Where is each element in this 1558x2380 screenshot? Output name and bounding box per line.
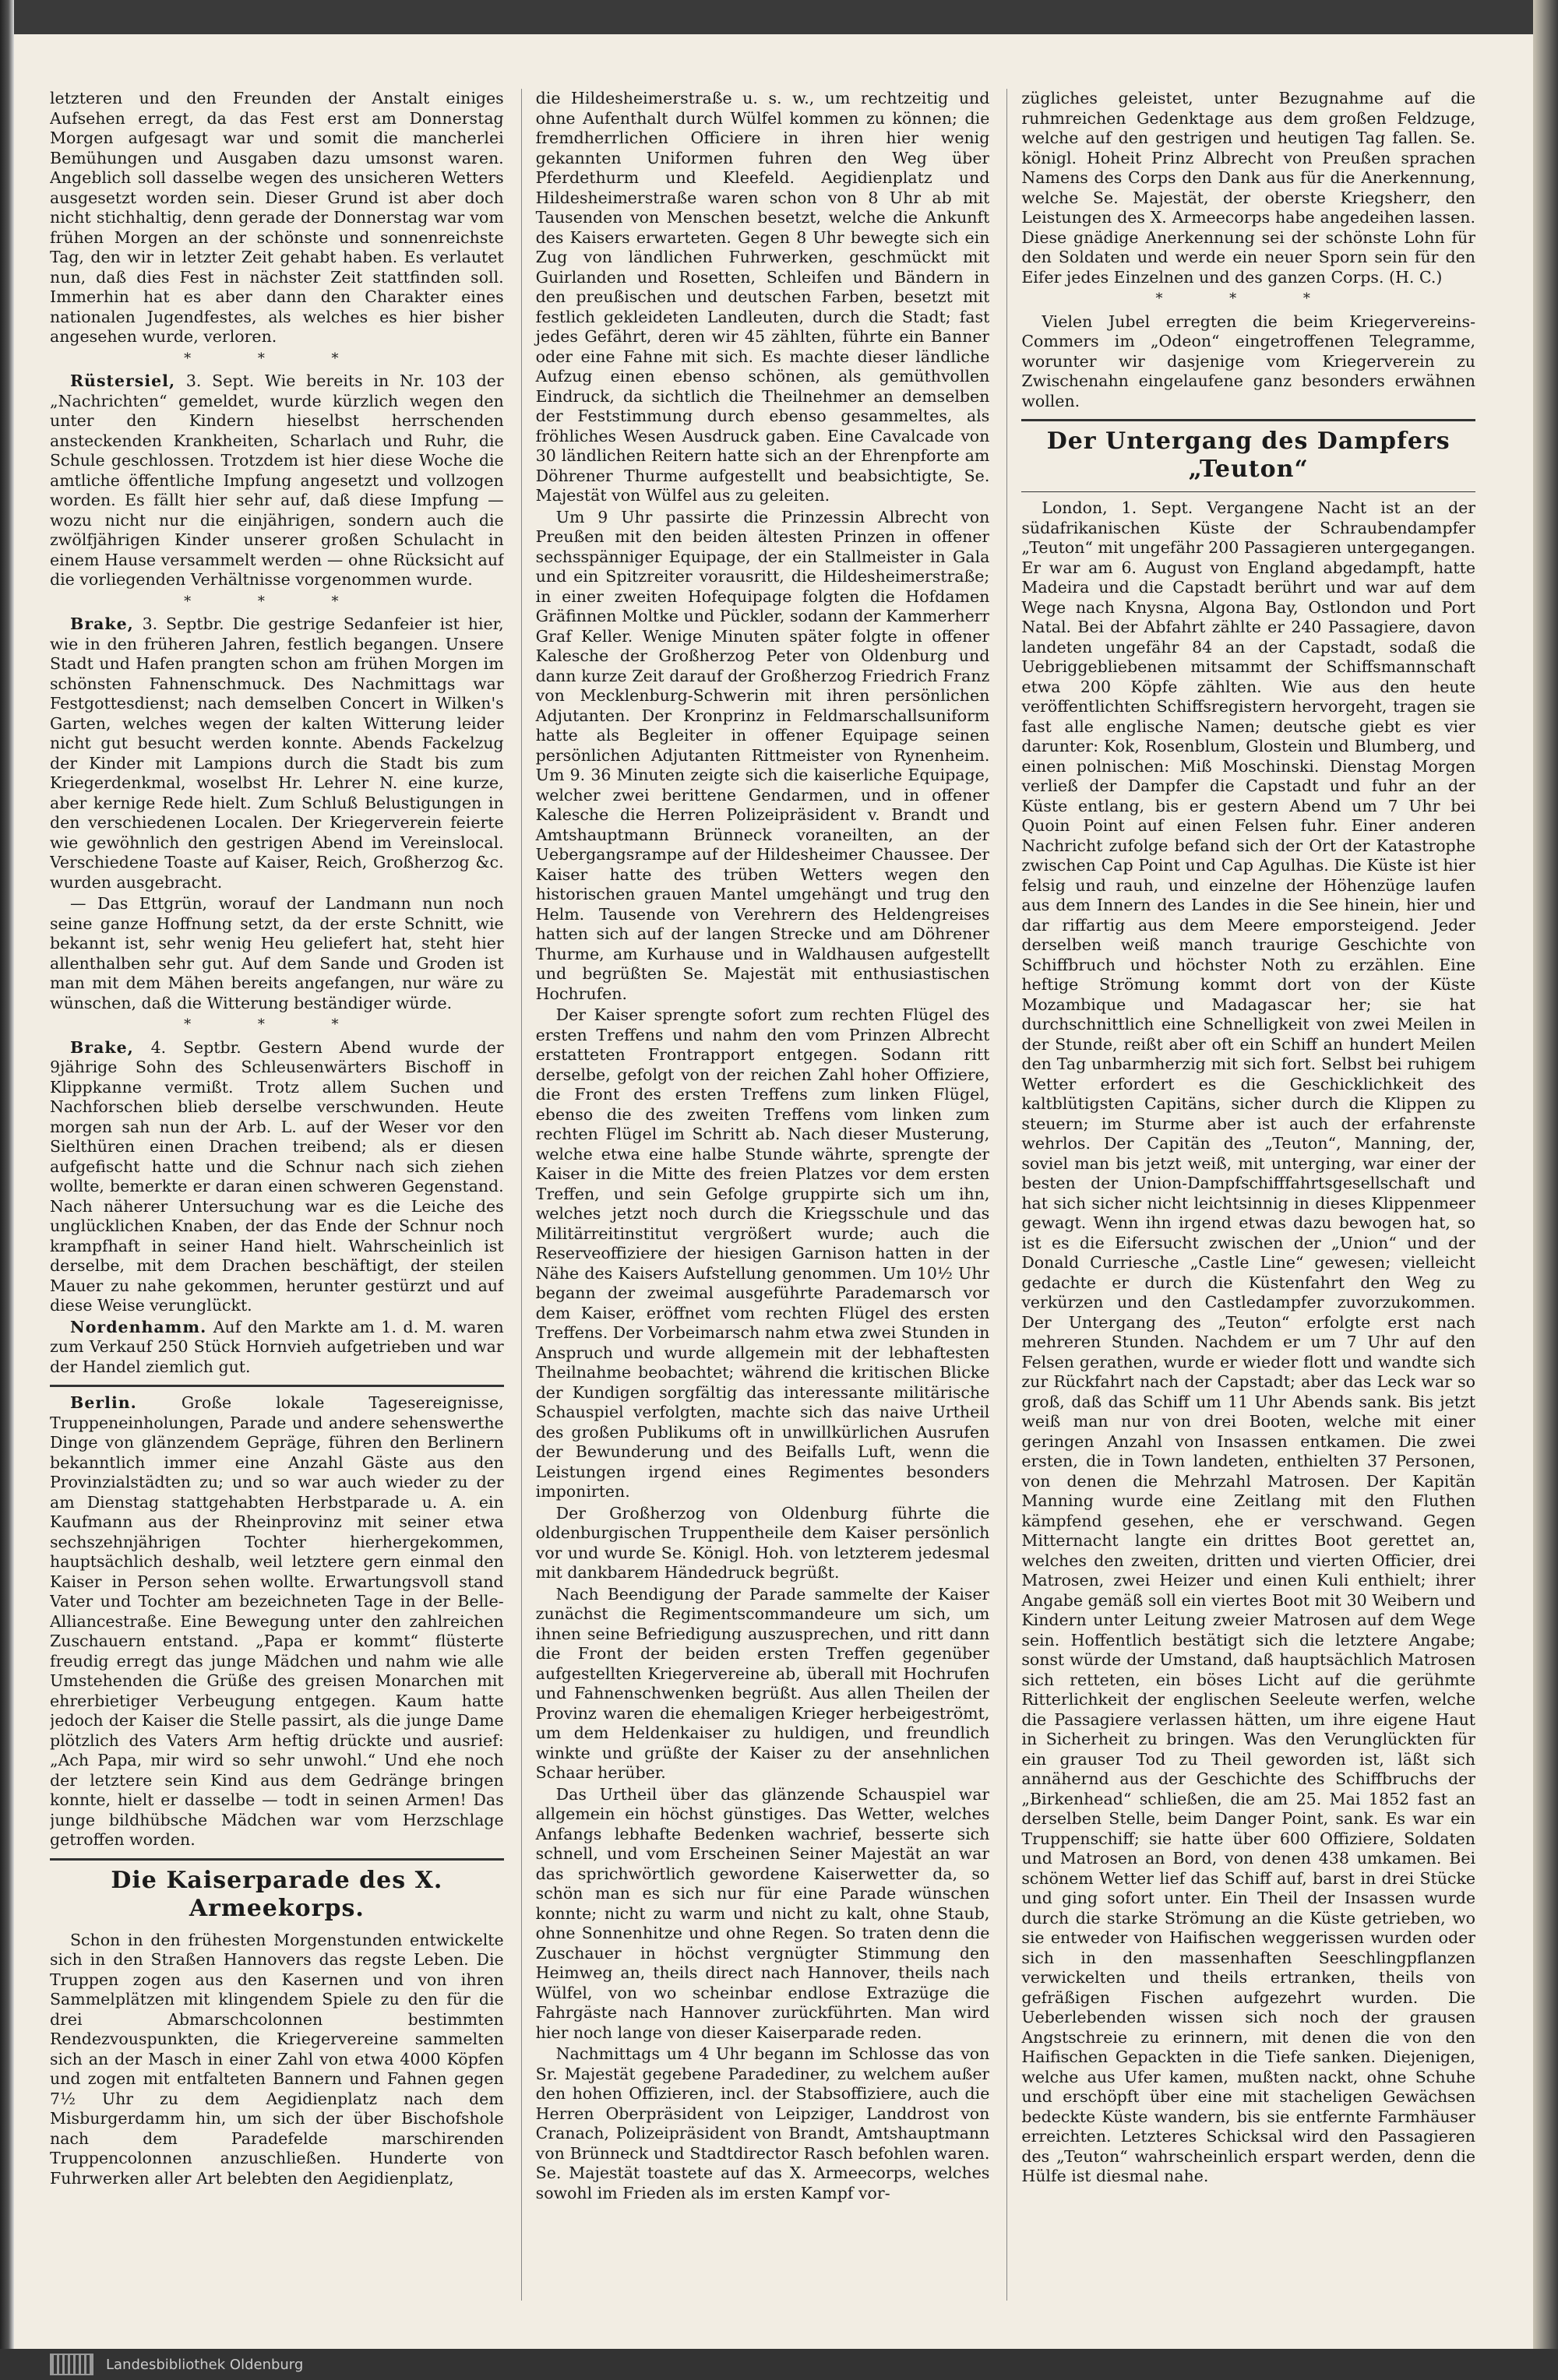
headline-kaiserparade: Die Kaiserparade des X. Armeekorps.	[111, 1866, 443, 1922]
dateline-place: Nordenhamm.	[70, 1317, 207, 1336]
article-berlin	[50, 1393, 504, 1850]
article-brake-ettgruen: — Das Ettgrün, worauf der Landmann nun noch seine ganze Hoffnung setzt, da der erste Schnitt, wie bekannt ist, sehr wenig Heu geliefert hat, steht hier allenthalben sehr gut. Auf dem Sande und Groden ist man mit dem Mähen bereits angefangen, nur wäre zu wünschen, daß die Witterung beständiger würde.	[50, 894, 504, 1012]
headline-teuton	[1021, 428, 1475, 484]
kaiserparade-paragraph: Das Urtheil über das glänzende Schauspiel war allgemein ein höchst günstiges. Das Wetter, welches Anfangs lebhafte Bedenken wachrief, besserte sich schnell, und vom Erscheinen Seiner Majestät an war das sprichwörtlich gewordene Kaiserwetter da, so schön man es sich nur für eine Parade wünschen konnte; nicht zu warm und nicht zu kalt, ohne Staub, ohne Sonnenhitze und ohne Regen. So traten denn die Zuschauer in höchst vergnügter Stimmung den Heimweg an, theils direct nach Hannover, theils nach Wülfel, von wo scheinbar endlose Extrazüge die Fahrgäste nach Hannover zurückführten. Man wird hier noch lange von dieser Kaiserparade reden.	[535, 1784, 990, 2042]
telegram-note: Vielen Jubel erregten die beim Kriegervereins-Commers im „Odeon“ eingetroffenen Telegramme, worunter wir dasjenige vom Kriegerverein zu Zwischenahn eingelaufene ganz besonders erwähnen wollen.	[1021, 312, 1476, 410]
section-rule	[1021, 491, 1475, 492]
separator-stars: * * *	[184, 350, 370, 367]
columns	[50, 89, 1475, 2301]
column-3	[1006, 89, 1475, 2301]
article-teuton: London, 1. Sept. Vergangene Nacht ist an der südafrikanischen Küste der Schraubendampfer „Teuton“ mit ungefähr 200 Passagieren untergegangen. Er war am 6. August von England abgedampft, hatte Madeira und die Capstadt berührt und war auf dem Wege nach Knysna, Algona Bay, Ostlondon und Port Natal. Bei der Abfahrt zählte er 240 Passagiere, davon landeten ungefähr 84 an der Capstadt, sodaß die Uebriggebliebenen mitsammt der Schiffsmannschaft etwa 200 Köpfe zählten. Wie aus den heute veröffentlichten Schiffsregistern hervorgeht, tragen sie fast alle englische Namen; deutsche giebt es vier darunter: Kok, Rosenblum, Glostein und Blumberg, und einen polnischen: Miß Moschinski. Dienstag Morgen verließ der Dampfer die Capstadt und fuhr an der Küste entlang, bis er gestern Abend um 7 Uhr bei Quoin Point auf einen Felsen fuhr. Einer anderen Nachricht zufolge befand sich der Ort der Katastrophe zwischen Cap Point und Cap Agulhas. Die Küste ist hier felsig und rauh, und einzelne der Höhenzüge laufen aus dem Innern des Landes in die See hinein, hier und dar riffartig aus dem Meere emporsteigend. Jeder derselben weiß manch traurige Geschichte von Schiffbruch und höchster Noth zu erzählen. Eine heftige Strömung kommt dort von der Küste Mozambique und Madagascar her; sie hat durchschnittlich eine Schnelligkeit von zwei Meilen in der Stunde, reißt aber oft ein Schiff an hundert Meilen den Tag unbarmherzig mit sich fort. Selbst bei ruhigem Wetter erfordert es die Geschicklichkeit des kaltblütigsten Capitäns, sicher durch die Klippen zu steuern; im Sturme aber ist auch der erfahrenste wehrlos. Der Capitän des „Teuton“, Manning, der, soviel man bis jetzt weiß, mit unterging, war einer der besten der Union-Dampfschifffahrtsgesellschaft und hat sich sicher nicht leichtsinnig in dieses Klippenmeer gewagt. Wenn ihn irgend etwas dazu bewogen hat, so ist es die Eifersucht zwischen der „Union“ und der Donald Curriesche „Castle Line“ gewesen; vielleicht gedachte er durch die Küstenfahrt den Weg zu verkürzen und den Castledampfer zuvorzukommen. Der Untergang des „Teuton“ erfolgte erst nach mehreren Stunden. Nachdem er um 7 Uhr auf den Felsen gerathen, wurde er wieder flott und wandte sich zur Rückfahrt nach der Capstadt; aber das Leck war so groß, daß das Schiff um 11 Uhr Abends sank. Bis jetzt weiß man nur von drei Booten, welche mit einer geringen Anzahl von Insassen entkamen. Die zwei ersten, die in Town landeten, enthielten 37 Personen, von denen die Mehrzahl Matrosen. Der Kapitän Manning wurde eine Zeitlang mit den Fluthen kämpfend gesehen, ehe er verschwand. Gegen Mitternacht langte ein drittes Boot gerettet an, welches den zweiten, dritten und vierten Officier, drei Matrosen, zwei Heizer und einen Kuli enthielt; ihrer Angabe gemäß soll ein viertes Boot mit 30 Weibern und Kindern unter Leitung zweier Matrosen auf dem Wege sein. Hoffentlich bestätigt sich die letztere Angabe; sonst würde der Umstand, daß hauptsächlich Matrosen sich retteten, ein böses Licht auf die gerühmte Ritterlichkeit der englischen Seeleute werfen, welche die Passagiere verlassen hätten, um ihre eigene Haut in Sicherheit zu bringen. Was den Verunglückten für ein grauser Tod zu Theil geworden ist, läßt sich annähernd aus der Geschichte des Schiffbruchs der „Birkenhead“ schließen, die am 25. Mai 1852 fast an derselben Stelle, beim Danger Point, sank. Es war ein Truppenschiff; sie hatte über 600 Offiziere, Soldaten und Matrosen an Bord, von denen 438 umkamen. Bei schönem Wetter lief das Schiff auf, barst in drei Stücke und ging sofort unter. Ein Theil der Insassen wurde durch die starke Strömung an die Küste getrieben, wo sie entweder von Haifischen weggerissen wurden oder sich in den massenhaften Seeschlingpflanzen verwickelten und theils ertranken, theils von gefräßigen Fischen aufgezehrt wurden. Die Ueberlebenden wissen sich noch der grausen Angstschreie zu erinnern, mit denen die von den Haifischen Gepackten in die Tiefe sanken. Diejenigen, welche aus Ufer kamen, mußten nackt, ohne Schuhe und erschöpft über eine mit stacheligen Gewächsen bedeckte Küste wandern, bis sie entfernte Farmhäuser erreichten. Letzteres Schicksal wird den Passagieren des „Teuton“ wahrscheinlich erspart werden, denn die Hülfe ist diesmal nahe.	[1021, 498, 1476, 2185]
dateline-place: Brake,	[70, 614, 134, 633]
book-gutter	[0, 0, 14, 2380]
page-edge	[1533, 0, 1558, 2380]
column-2	[521, 89, 990, 2301]
article-brake-2	[50, 1038, 504, 1316]
separator-stars: * * *	[184, 1016, 370, 1033]
kaiserparade-end: zügliches geleistet, unter Bezugnahme auf die ruhmreichen Gedenktage aus dem großen Feldzuge, welche auf den gestrigen und heutigen Tag fallen. Se. königl. Hoheit Prinz Albrecht von Preußen sprachen Namens des Corps den Dank aus für die Anerkennung, welche Se. Majestät, der oberste Kriegsherr, den Leistungen des X. Armeecorps habe angedeihen lassen. Diese gnädige Anerkennung sei der schönste Lohn für den Soldaten und werde ein neuer Sporn sein für den Eifer jedes Einzelnen und des ganzen Corps. (H. C.)	[1021, 89, 1476, 287]
newspaper-page	[14, 34, 1533, 2349]
section-rule	[1021, 419, 1475, 421]
separator-stars: * * *	[184, 593, 370, 610]
separator-stars: * * *	[1155, 290, 1341, 307]
article-kaiserparade-start: Schon in den frühesten Morgenstunden entwickelte sich in den Straßen Hannovers das regste Leben. Die Truppen zogen aus den Kasernen und von ihren Sammelplätzen mit klingendem Spiele zu den für die drei Abmarschcolonnen bestimmten Rendezvouspunkten, die Kriegervereine sammelten sich an der Masch in einer Zahl von etwa 4000 Köpfen und zogen mit entfalteten Bannern und Fahnen gegen 7½ Uhr zu dem Aegidienplatz nach dem Misburgerdamm hin, um sich der über Bischofshole nach dem Paradefelde marschirenden Truppencolonnen anzuschließen. Hunderte von Fuhrwerken aller Art belebten den Aegidienplatz,	[50, 1930, 504, 2188]
kaiserparade-paragraph: Der Großherzog von Oldenburg führte die oldenburgischen Truppentheile dem Kaiser persönlich vor und wurde Se. Königl. Hoh. von letzterem jedesmal mit dankbarem Händedruck begrüßt.	[535, 1503, 990, 1582]
footer-bar	[0, 2349, 1558, 2380]
article-text: 3. Septbr. Die gestrige Sedanfeier ist hier, wie in den früheren Jahren, festlich begangen. Unsere Stadt und Hafen prangten schon am frühen Morgen im schönsten Fahnenschmuck. Des Nachmittags war Festgottesdienst; nach demselben Concert in Wilken's Garten, welches wegen der kalten Witterung leider nicht gut besucht werden konnte. Abends Fackelzug der Kinder mit Lampions durch die Stadt bis zum Kriegerdenkmal, woselbst Hr. Lehrer N. eine kurze, aber kernige Rede hielt. Zum Schluß Belustigungen in den verschiedenen Localen. Der Kriegerverein feierte wie gewöhnlich den gestrigen Abend im Vereinslocal. Verschiedene Toaste auf Kaiser, Reich, Großherzog &c. wurden ausgebracht.	[50, 614, 504, 892]
dateline-place: Berlin.	[70, 1393, 137, 1412]
headline-line-1: Der Untergang des Dampfers	[1046, 428, 1450, 455]
kaiserparade-paragraph: Um 9 Uhr passirte die Prinzessin Albrecht von Preußen mit den beiden ältesten Prinzen in offener sechsspänniger Equipage, der ein Stallmeister in Gala und ein Spitzreiter vorausritt, die Hildesheimerstraße; in einer zweiten Hofequipage folgten die Hofdamen Gräfinnen Moltke und Pückler, sodann der Kammerherr Graf Keller. Wenige Minuten später folgte in offener Kalesche der Großherzog Peter von Oldenburg und dann kurze Zeit darauf der Großherzog Friedrich Franz von Mecklenburg-Schwerin mit ihren persönlichen Adjutanten. Der Kronprinz in Feldmarschallsuniform hatte als Begleiter in offener Equipage seinen persönlichen Adjutanten Rittmeister von Rynenheim. Um 9. 36 Minuten zeigte sich die kaiserliche Equipage, welcher zwei berittene Gendarmen, und in offener Kalesche die Herren Polizeipräsident v. Brandt und Amtshauptmann Brünneck voraneilten, an der Uebergangsrampe auf der Hildesheimer Chaussee. Der Kaiser hatte des trüben Wetters wegen den historischen grauen Mantel umgehängt und trug den Helm. Tausende von Verehrern des Heldengreises hatten sich auf der langen Strecke und am Döhrener Thurme, am Kurhause und in Waldhausen aufgestellt und begrüßten Se. Majestät mit enthusiastischen Hochrufen.	[535, 507, 990, 1003]
headline-line-2: „Teuton“	[1188, 456, 1309, 483]
dateline-place: Rüstersiel,	[70, 371, 176, 390]
kaiserparade-paragraph: Nach Beendigung der Parade sammelte der Kaiser zunächst die Regimentscommandeure um sich, um ihnen seine Befriedigung auszusprechen, und ritt dann die Front der beiden ersten Treffen gegenüber aufgestellten Kriegervereine ab, überall mit Hochrufen und Fahnenschwenken begrüßt. Aus allen Theilen der Provinz waren die ehemaligen Krieger herbeigeströmt, um dem Heldenkaiser zu huldigen, und freundlich winkte und grüßte der Kaiser zu der ansehnlichen Schaar herüber.	[535, 1584, 990, 1782]
kaiserparade-paragraph: Nachmittags um 4 Uhr begann im Schlosse das von Sr. Majestät gegebene Paradediner, zu welchem außer den hohen Offizieren, incl. der Stabsoffiziere, auch die Herren Oberpräsident von Leipziger, Landdrost von Cranach, Polizeipräsident von Brandt, Amtshauptmann von Brünneck und Stadtdirector Rasch befohlen waren. Se. Majestät toastete auf das X. Armeecorps, welches sowohl im Frieden als im ersten Kampf vor-	[535, 2044, 990, 2202]
intro-paragraph: letzteren und den Freunden der Anstalt einiges Aufsehen erregt, da das Fest erst am Donnerstag Morgen aufgesagt war und somit die mancherlei Bemühungen und Ausgaben dazu umsonst waren. Angeblich soll dasselbe wegen des unsicheren Wetters ausgesetzt worden sein. Dieser Grund ist aber doch nicht stichhaltig, denn gerade der Donnerstag war vom frühen Morgen an der schönste und sonnenreichste Tag, den wir in letzter Zeit gehabt haben. Es verlautet nun, daß dies Fest in nächster Zeit stattfinden soll. Immerhin hat es aber dann den Charakter eines nationalen Jugendfestes, als welches es hier bisher angesehen wurde, verloren.	[50, 89, 504, 346]
footer-library-name: Landesbibliothek Oldenburg	[106, 2356, 304, 2373]
article-text: Große lokale Tagesereignisse, Truppeneinholungen, Parade und andere sehenswerthe Dinge von glänzendem Gepräge, führen den Berlinern bekanntlich immer eine Anzahl Gäste aus den Provinzialstädten zu; und so war auch wieder zu der am Dienstag stattgehabten Herbstparade u. A. ein Kaufmann aus der Rheinprovinz mit seiner etwa sechszehnjährigen Tochter hierhergekommen, hauptsächlich deshalb, weil letztere gern einmal den Kaiser in Person sehen wollte. Erwartungsvoll stand Vater und Tochter am bezeichneten Tage in der Belle-Alliancestraße. Eine Bewegung unter den zahlreichen Zuschauern entstand. „Papa er kommt“ flüsterte freudig erregt das junge Mädchen und nahm wie alle Umstehenden die Grüße des greisen Monarchen mit ehrerbietiger Verbeugung entgegen. Kaum hatte jedoch der Kaiser die Stelle passirt, als die junge Dame plötzlich des Vaters Arm heftig drückte und ausrief: „Ach Papa, mir wird so sehr unwohl.“ Und ehe noch der letztere sein Kind aus dem Gedränge bringen konnte, hielt er dasselbe — todt in seinen Armen! Das junge bildhübsche Mädchen war vom Herzschlage getroffen worden.	[50, 1393, 504, 1849]
article-brake-1	[50, 614, 504, 892]
article-text: 3. Sept. Wie bereits in Nr. 103 der „Nachrichten“ gemeldet, wurde kürzlich wegen den unter den Kindern hieselbst herrschenden ansteckenden Krankheiten, Scharlach und Ruhr, die Schule geschlossen. Trotzdem ist hier diese Woche die amtliche öffentliche Impfung angesetzt und vollzogen worden. Es fällt hier sehr auf, daß diese Impfung — wozu nicht nur die einjährigen, sondern auch die zwölfjährigen Kinder unserer großen Schulacht in einem Hause versammelt werden — ohne Rücksicht auf die vorliegenden Verhältnisse vorgenommen wurde.	[50, 371, 504, 589]
kaiserparade-paragraph: die Hildesheimerstraße u. s. w., um rechtzeitig und ohne Aufenthalt durch Wülfel kommen zu können; die fremdherrlichen Officiere in ihren hier wenig gekannten Uniformen fuhren den Weg über Pferdethurm und Kleefeld. Aegidienplatz und Hildesheimerstraße waren schon von 8 Uhr ab mit Tausenden von Menschen besetzt, welche die Ankunft des Kaisers erwarteten. Gegen 8 Uhr bewegte sich ein Zug von ländlichen Fuhrwerken, geschmückt mit Guirlanden und Rosetten, Schleifen und Bändern in den preußischen und deutschen Farben, besetzt mit festlich gekleideten Landleuten, durch die Stadt; fast jedes Gefährt, deren wir 45 zählten, führte ein Banner oder eine Fahne mit sich. Es machte dieser ländliche Aufzug einen ebenso schönen, als gemüthvollen Eindruck, da sichtlich die Theilnehmer an demselben der Feststimmung durch ebenso gesammeltes, als fröhliches Wesen Ausdruck gaben. Eine Cavalcade von 30 ländlichen Reitern hatte sich an der Ehrenpforte am Döhrener Thurme aufgestellt und beabsichtigte, Se. Majestät von Wülfel aus zu geleiten.	[535, 89, 990, 505]
section-rule	[50, 1858, 504, 1861]
column-1	[50, 89, 504, 2301]
dateline-place: Brake,	[70, 1037, 134, 1057]
kaiserparade-paragraph: Der Kaiser sprengte sofort zum rechten Flügel des ersten Treffens und nahm den vom Prinzen Albrecht erstatteten Frontrapport entgegen. Sodann ritt derselbe, gefolgt von der reichen Zahl hoher Offiziere, die Front des ersten Treffens zum linken Flügel, ebenso die des zweiten Treffens vom linken zum rechten Flügel im Schritt ab. Nach dieser Musterung, welche etwa eine halbe Stunde währte, sprengte der Kaiser in die Mitte des freien Platzes vor dem ersten Treffen, und sein Gefolge gruppirte sich um ihn, welches jetzt noch durch die Kriegsschule und das Militärreitinstitut vergrößert wurde; auch die Reserveoffiziere der hiesigen Garnison hatten in der Nähe des Kaisers Aufstellung genommen. Um 10½ Uhr begann der zweimal ausgeführte Parademarsch vor dem Kaiser, eröffnet vom rechten Flügel des ersten Treffens. Der Vorbeimarsch nahm etwa zwei Stunden in Anspruch und wurde allgemein mit der lebhaftesten Theilnahme beobachtet; während die kritischen Blicke der Kundigen sorgfältig das interessante militärische Schauspiel verfolgten, machte sich das naive Urtheil des großen Publikums oft in unwillkürlichen Ausrufen der Bewunderung und des Beifalls Luft, wenn die Leistungen irgend eines Regimentes besonders imponirten.	[535, 1005, 990, 1501]
article-nordenhamm	[50, 1318, 504, 1378]
article-text: 4. Septbr. Gestern Abend wurde der 9jährige Sohn des Schleusenwärters Bischoff in Klippkanne vermißt. Trotz allem Suchen und Nachforschen blieb derselbe verschwunden. Heute morgen sah nun der Arb. L. auf der Weser vor den Sielthüren einen Drachen treibend; als er diesen aufgefischt hatte und die Schnur nach sich ziehen wollte, bemerkte er daran einen schweren Gegenstand. Nach näherer Untersuchung war es die Leiche des unglücklichen Knaben, der das Ende der Schnur noch krampfhaft in seiner Hand hielt. Wahrscheinlich ist derselbe, mit dem Drachen beschäftigt, der steilen Mauer zu nahe gekommen, herunter gestürzt und auf diese Weise verunglückt.	[50, 1037, 504, 1315]
library-logo-icon	[50, 2354, 93, 2375]
article-text: Auf den Markte am 1. d. M. waren zum Verkauf 250 Stück Hornvieh aufgetrieben und war der Handel ziemlich gut.	[50, 1317, 504, 1376]
section-rule	[50, 1385, 504, 1387]
article-ruestersiel	[50, 371, 504, 590]
